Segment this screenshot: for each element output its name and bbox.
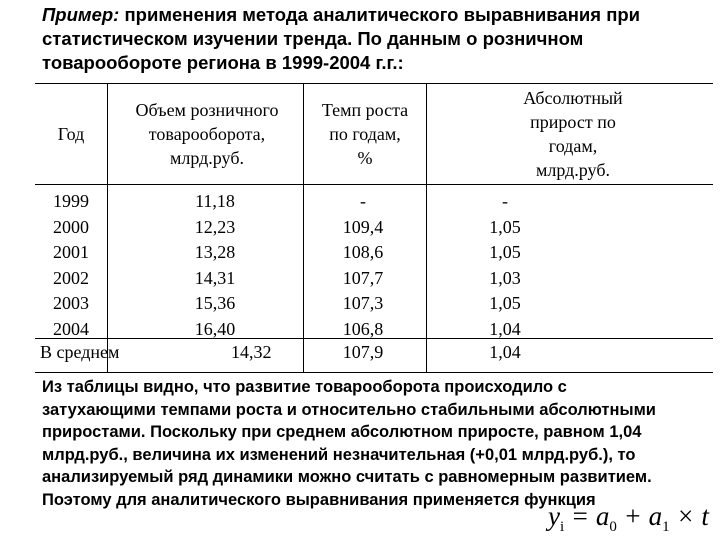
conclusion-text: Из таблицы видно, что развитие товарооборота происходило с затухающими темпами роста и относительно стабильными абсолютными приростами. Поскольку при среднем абсолютном приросте, равном 1,04 млрд.руб., величина их изменений незначительная (+0,01 млрд.руб.), то анализируемый ряд динамики можно считать с равномерным развитием. Поэтому для аналитического выравнивания применяется функция <box>42 378 656 509</box>
table-cell: 1,05 <box>489 216 521 237</box>
table-cell: 1,03 <box>489 267 521 288</box>
table-cell: 16,40 <box>194 318 236 339</box>
table-cell: 1,05 <box>489 242 521 262</box>
table-cell: 107,3 <box>342 293 384 313</box>
table-cell: 12,23 <box>194 216 236 237</box>
header-volume: Объем розничного товарооборота, млрд.руб. <box>135 100 279 168</box>
column-divider <box>303 84 304 372</box>
average-growth-rate: 107,9 <box>342 342 384 362</box>
column-divider <box>107 84 108 372</box>
volume-column <box>175 189 255 342</box>
table-cell: 2004 <box>53 318 89 339</box>
table-cell: 108,6 <box>342 242 384 262</box>
heading-lead: Пример: <box>42 4 120 25</box>
heading-text: применения метода аналитического выравнивания при статистическом изучении тренда. По данным о розничном товарообороте региона в 1999-2004 г.г.: <box>42 4 641 73</box>
header-abs-increase: Абсолютный прирост по годам, млрд.руб. <box>523 88 623 180</box>
trend-formula: $y_i = a_0 + a_1 \times t$ <box>548 501 709 535</box>
table-cell: 14,31 <box>194 267 236 288</box>
turnover-table <box>35 83 713 373</box>
table-cell: 1,04 <box>489 318 521 339</box>
slide-heading <box>42 3 682 75</box>
table-cell: 2001 <box>53 242 89 262</box>
table-cell: 2003 <box>53 293 89 313</box>
average-abs-increase: 1,04 <box>489 342 521 362</box>
table-cell: 109,4 <box>342 216 384 237</box>
header-year: Год <box>57 124 85 144</box>
table-cell: - <box>360 191 366 211</box>
table-cell: 1999 <box>53 191 89 211</box>
year-column <box>35 189 107 342</box>
table-cell: 11,18 <box>195 191 235 211</box>
column-divider <box>426 84 427 372</box>
header-separator <box>35 184 713 185</box>
table-cell: 15,36 <box>194 293 236 313</box>
abs-increase-column <box>465 189 545 342</box>
table-cell: 13,28 <box>194 242 236 262</box>
table-cell: 1,05 <box>489 293 521 313</box>
table-cell: - <box>502 191 508 211</box>
growth-rate-column <box>323 189 403 342</box>
header-growth-rate: Темп роста по годам, % <box>321 100 409 168</box>
table-cell: 2002 <box>53 267 89 288</box>
average-volume: 14,32 <box>231 342 272 362</box>
average-label: В среднем <box>40 342 120 362</box>
table-cell: 106,8 <box>342 318 384 339</box>
table-cell: 107,7 <box>342 267 384 288</box>
table-cell: 2000 <box>53 216 89 237</box>
